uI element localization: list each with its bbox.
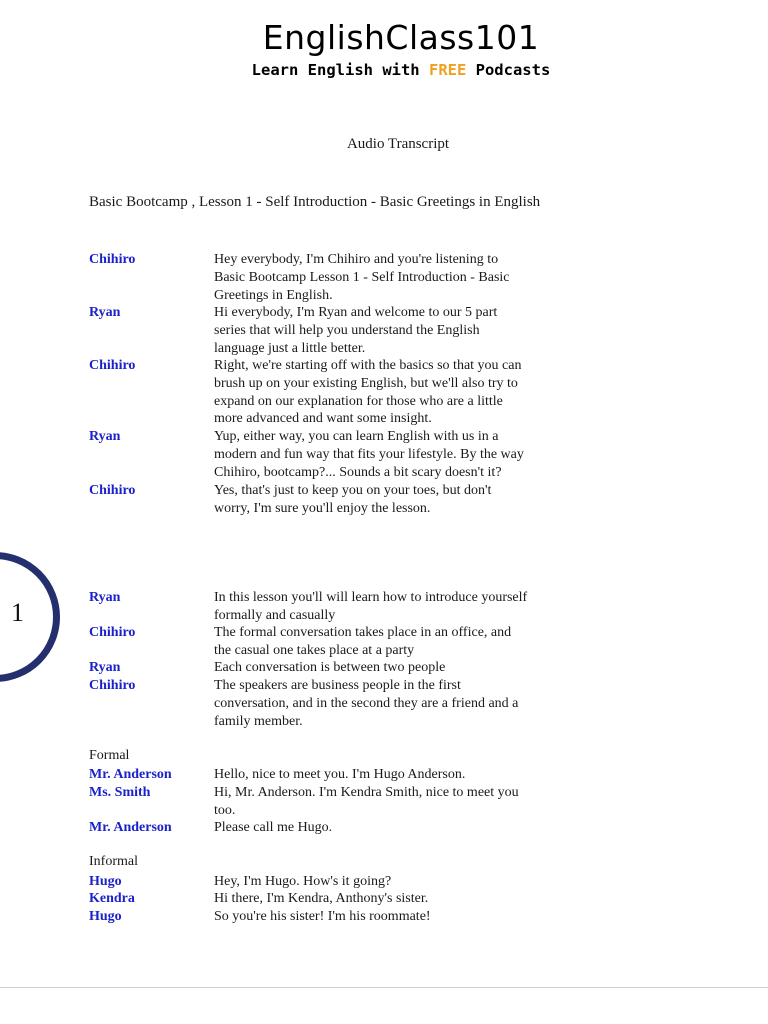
speaker-name: Mr. Anderson <box>89 767 172 782</box>
dialogue-line: Hey, I'm Hugo. How's it going? <box>214 874 392 889</box>
brand-tagline <box>0 61 768 79</box>
dialogue-line: Right, we're starting off with the basics so that you can brush up on your existing English, but we'll also try to expand on our explanation for those who are a little more advanced and want some insight. <box>214 358 522 427</box>
document-heading: Audio Transcript <box>346 136 450 152</box>
dialogue-line: Please call me Hugo. <box>214 820 333 835</box>
speaker-name: Ryan <box>89 305 121 320</box>
speaker-name: Chihiro <box>89 358 136 373</box>
page-divider <box>0 987 768 988</box>
dialogue-line: Hi, Mr. Anderson. I'm Kendra Smith, nice to meet you too. <box>214 785 519 818</box>
dialogue-line: Hi everybody, I'm Ryan and welcome to our 5 part series that will help you understand the English language just a little better. <box>214 305 498 356</box>
lesson-title: Basic Bootcamp , Lesson 1 - Self Introduction - Basic Greetings in English <box>89 194 541 210</box>
dialogue-line: The speakers are business people in the first conversation, and in the second they are a friend and a family member. <box>214 678 519 729</box>
speaker-name: Chihiro <box>89 625 136 640</box>
page-badge-ring <box>0 552 60 682</box>
dialogue-line: The formal conversation takes place in an office, and the casual one takes place at a party <box>214 625 512 658</box>
speaker-name: Chihiro <box>89 678 136 693</box>
dialogue-line: So you're his sister! I'm his roommate! <box>214 909 431 924</box>
dialogue-line: Each conversation is between two people <box>214 660 446 675</box>
dialogue-line: Hey everybody, I'm Chihiro and you're listening to Basic Bootcamp Lesson 1 - Self Introduction - Basic Greetings in English. <box>214 252 510 303</box>
speaker-name: Ms. Smith <box>89 785 151 800</box>
tagline-free-highlight: FREE <box>428 61 467 79</box>
dialogue-line: In this lesson you'll will learn how to introduce yourself formally and casually <box>214 590 528 623</box>
speaker-name: Kendra <box>89 891 135 906</box>
dialogue-line: Yup, either way, you can learn English with us in a modern and fun way that fits your lifestyle. By the way Chihiro, bootcamp?... Sounds a bit scary doesn't it? <box>214 429 524 480</box>
dialogue-line: Yes, that's just to keep you on your toes, but don't worry, I'm sure you'll enjoy the lesson. <box>214 483 492 516</box>
dialogue-line: Hello, nice to meet you. I'm Hugo Anderson. <box>214 767 466 782</box>
dialogue-line: Hi there, I'm Kendra, Anthony's sister. <box>214 891 429 906</box>
speaker-name: Ryan <box>89 429 121 444</box>
speaker-name: Ryan <box>89 660 121 675</box>
page-number: 1 <box>11 598 24 627</box>
section-label-formal: Formal <box>89 748 130 763</box>
brand-title: EnglishClass101 <box>262 18 540 57</box>
speaker-name: Chihiro <box>89 252 136 267</box>
tagline-text: Learn English with <box>251 61 429 79</box>
speaker-name: Hugo <box>89 909 122 924</box>
speaker-name: Chihiro <box>89 483 136 498</box>
section-label-informal: Informal <box>89 854 138 869</box>
tagline-text-end: Podcasts <box>466 61 551 79</box>
speaker-name: Hugo <box>89 874 122 889</box>
speaker-name: Mr. Anderson <box>89 820 172 835</box>
speaker-name: Ryan <box>89 590 121 605</box>
